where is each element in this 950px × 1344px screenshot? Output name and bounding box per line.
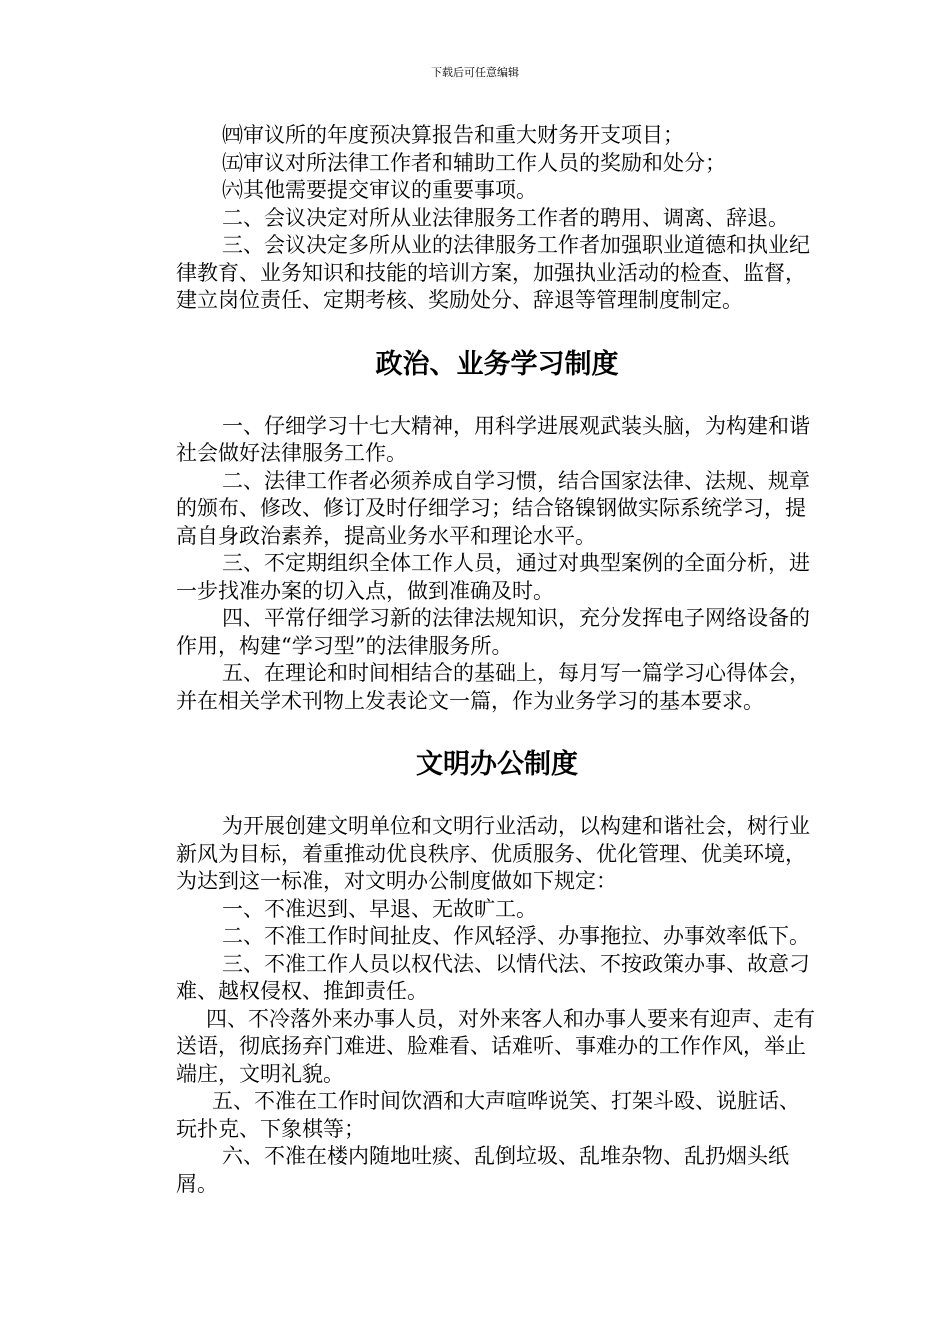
paragraph: 三、不准工作人员以权代法、以情代法、不按政策办事、故意刁难、越权侵权、推卸责任。	[176, 951, 810, 1003]
section-title: 文明办公制度	[416, 749, 578, 780]
section-title: 政治、业务学习制度	[375, 348, 619, 380]
paragraph: 五、在理论和时间相结合的基础上，每月写一篇学习心得体会，并在相关学术刊物上发表论文一篇，作为业务学习的基本要求。	[176, 661, 810, 713]
paragraph: 四、不冷落外来办事人员，对外来客人和办事人要来有迎声、走有送语，彻底扬弃门难进、脸难看、话难听、事难办的工作作风，举止端庄，文明礼貌。	[176, 1006, 815, 1086]
paragraph: 一、不准迟到、早退、无故旷工。	[222, 896, 537, 921]
paragraph: 一、仔细学习十七大精神，用科学进展观武装头脑，为构建和谐社会做好法律服务工作。	[176, 413, 810, 465]
paragraph: 三、不定期组织全体工作人员，通过对典型案例的全面分析，进一步找准办案的切入点，做到准确及时。	[176, 551, 810, 603]
paragraph: 四、平常仔细学习新的法律法规知识，充分发挥电子网络设备的作用，构建“学习型”的法律服务所。	[176, 606, 810, 658]
document-body	[176, 122, 818, 1198]
paragraph: ㈤审议对所法律工作者和辅助工作人员的奖励和处分；	[222, 150, 726, 175]
paragraph: 五、不准在工作时间饮酒和大声喧哗说笑、打架斗殴、说脏话、玩扑克、下象棋等；	[176, 1089, 800, 1141]
paragraph: 六、不准在楼内随地吐痰、乱倒垃圾、乱堆杂物、乱扔烟头纸屑。	[176, 1144, 789, 1196]
page-header: 下载后可任意编辑	[431, 66, 519, 79]
paragraph: ㈥其他需要提交审议的重要事项。	[222, 178, 537, 202]
paragraph: 为开展创建文明单位和文明行业活动，以构建和谐社会，树行业新风为目标，着重推动优良秩序、优质服务、优化管理、优美环境，为达到这一标准，对文明办公制度做如下规定：	[176, 814, 810, 893]
paragraph: 二、不准工作时间扯皮、作风轻浮、办事拖拉、办事效率低下。	[222, 924, 810, 948]
paragraph: 二、法律工作者必须养成自学习惯，结合国家法律、法规、规章的颁布、修改、修订及时仔细学习；结合铬镍钢做实际系统学习，提高自身政治素养，提高业务水平和理论水平。	[176, 468, 810, 548]
paragraph: 三、会议决定多所从业的法律服务工作者加强职业道德和执业纪律教育、业务知识和技能的培训方案，加强执业活动的检查、监督，建立岗位责任、定期考核、奖励处分、辞退等管理制度制定。	[176, 233, 810, 312]
paragraph: ㈣审议所的年度预决算报告和重大财务开支项目；	[222, 123, 684, 147]
paragraph: 二、会议决定对所从业法律服务工作者的聘用、调离、辞退。	[222, 205, 789, 230]
